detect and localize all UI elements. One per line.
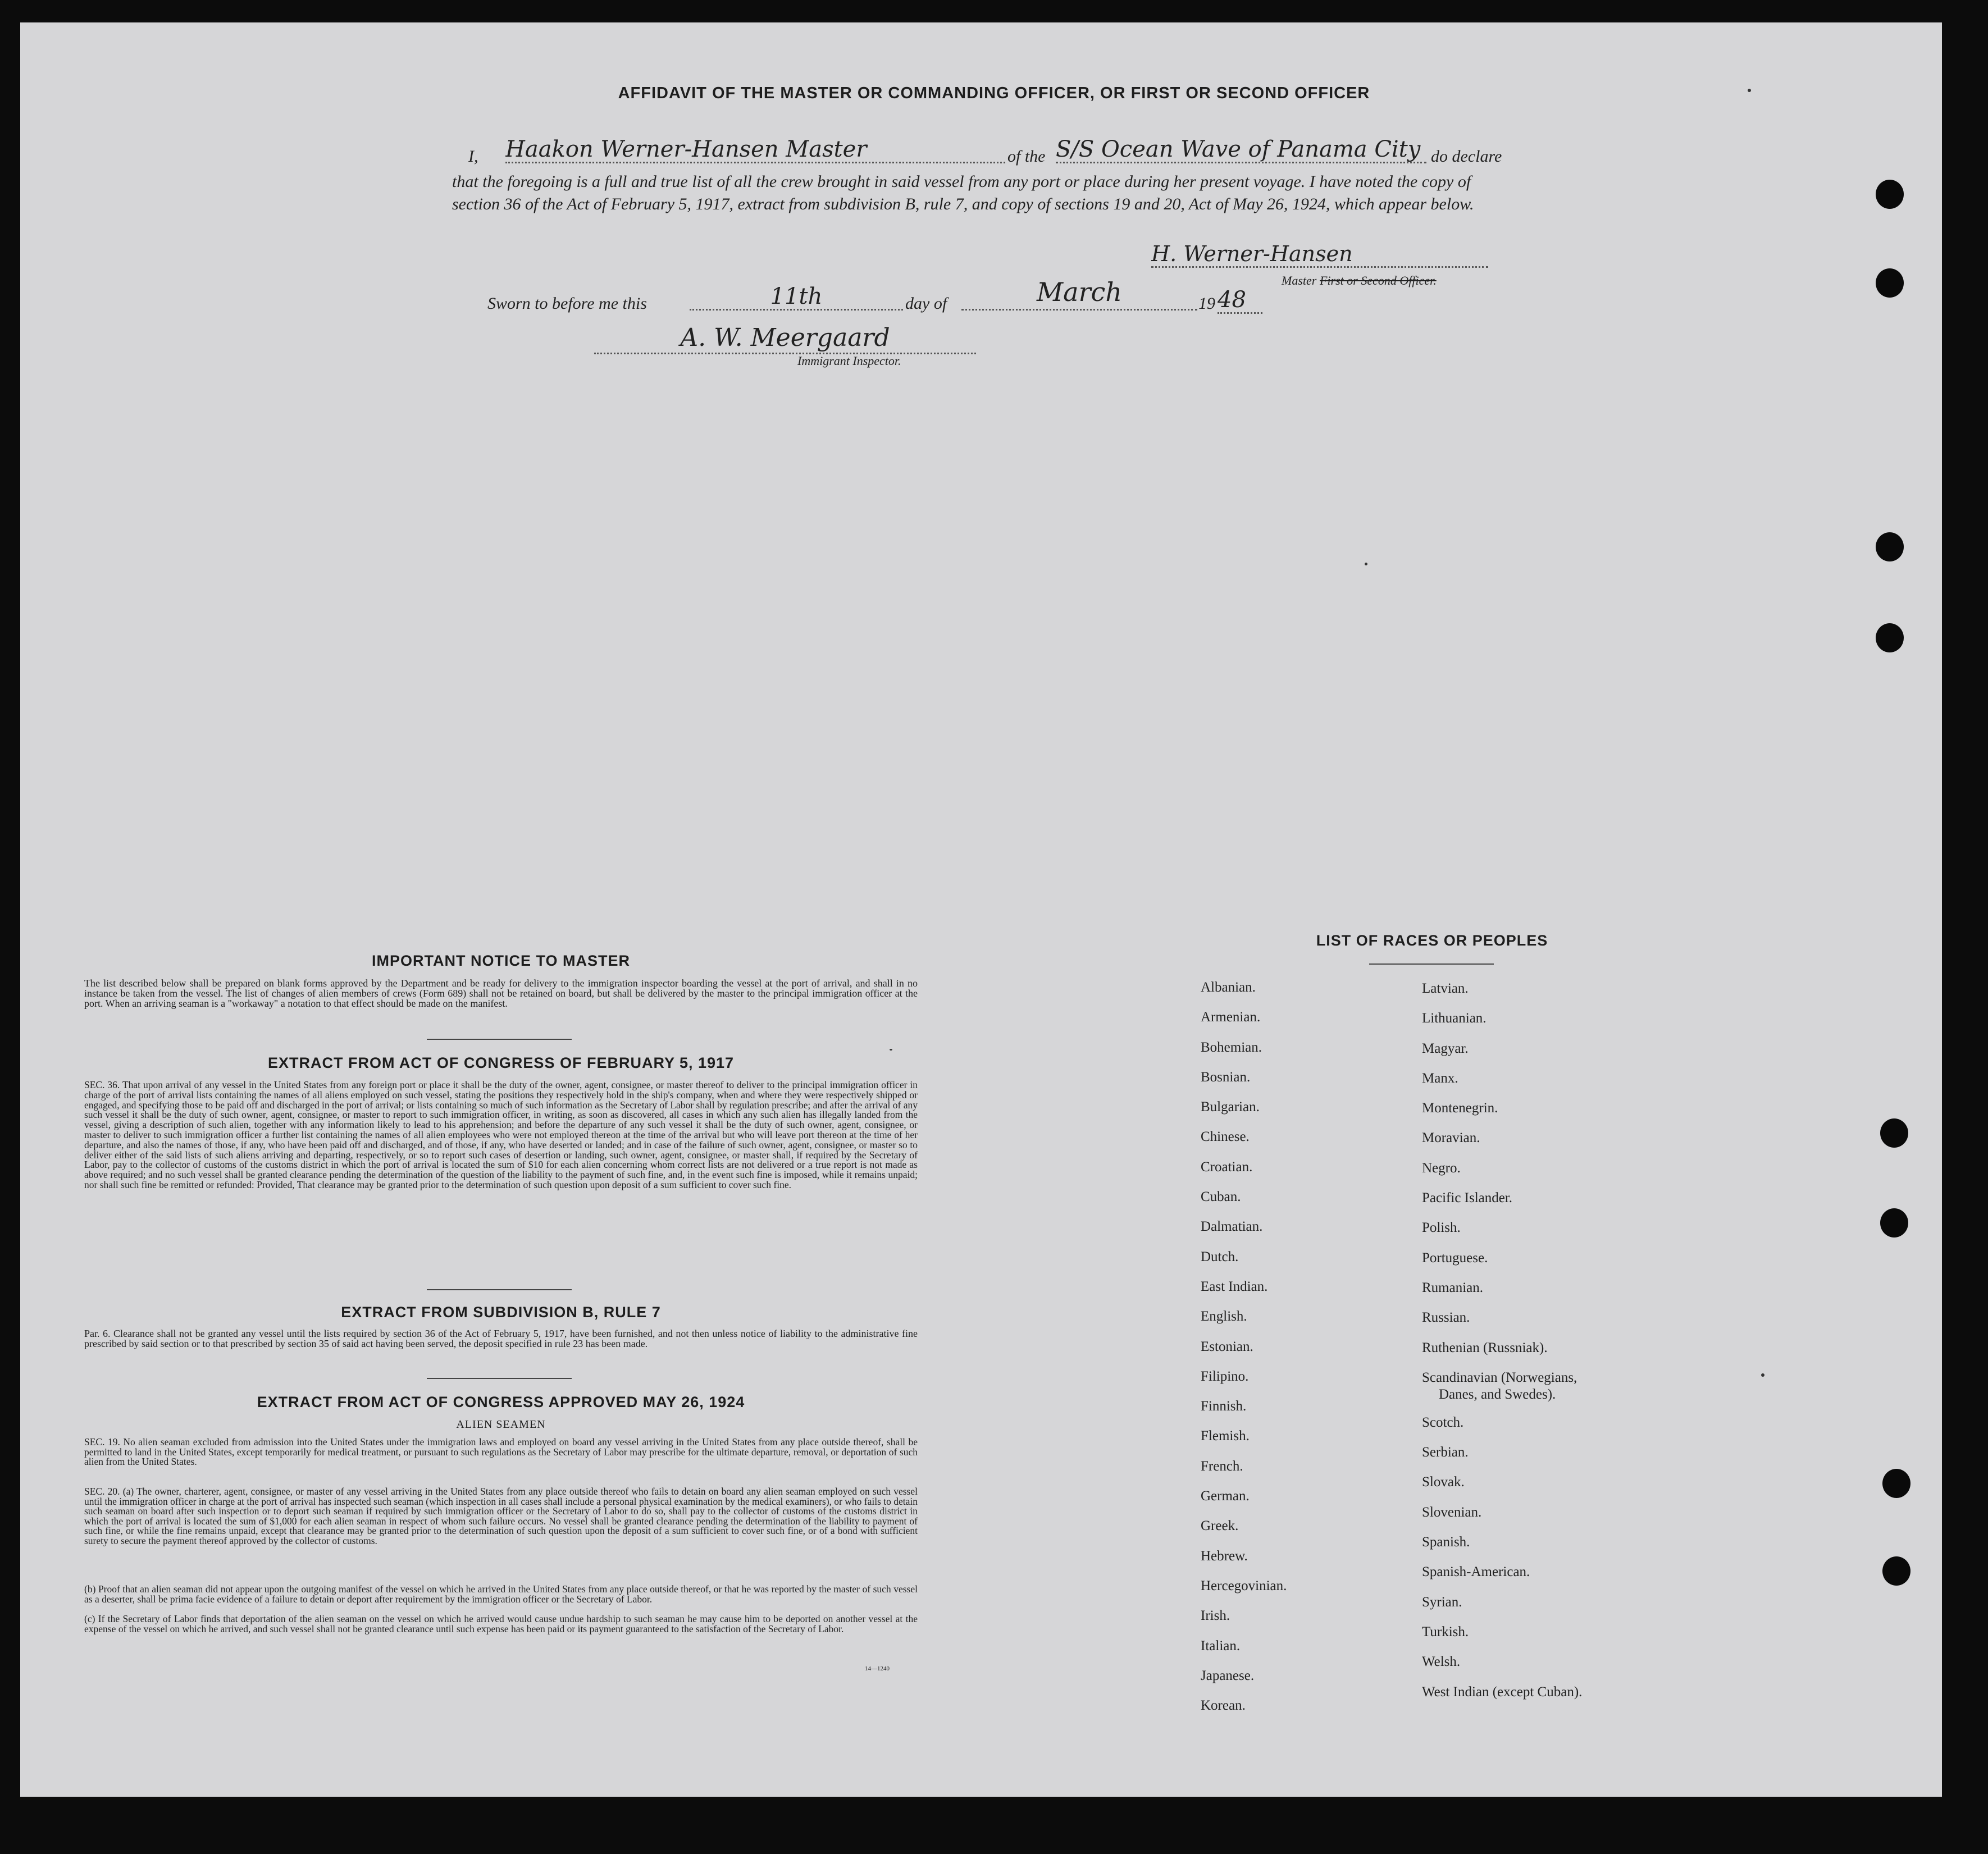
- race-item: Slovak.: [1422, 1474, 1465, 1490]
- sec-20a-text: SEC. 20. (a) The owner, charterer, agent, consignee, or master of any vessel arriving in the United States from any place outside thereof who fails to detain on board any alien seaman employed on such vessel until the immigration officer in charge at the port of arrival has inspected such seaman (which inspection in all cases shall include a personal physical examination by the medical examiners), or who fails to detain such seaman on board after such inspection or to deport such seaman if required by such immigration officer or the Secretary of Labor to do so, shall pay to the collector of customs of the customs district in which the port of arrival is located the sum of $1,000 for each alien seaman in respect of whom such failure occurs. No vessel shall be granted clearance pending the determination of the liability to payment of such fine, or while the fine remains unpaid, except that clearance may be granted prior to the determination of such question upon the deposit of a sum sufficient to cover such fine, or of a bond with sufficient surety to secure the payment thereof approved by the collector of customs.: [84, 1486, 918, 1546]
- races-right-column: [1422, 974, 1582, 1707]
- punch-hole: [1880, 1118, 1908, 1148]
- divider: [427, 1378, 572, 1379]
- year-prefix: 19: [1198, 294, 1215, 313]
- speck: [890, 1049, 892, 1051]
- race-item: Syrian.: [1422, 1594, 1462, 1610]
- race-item: East Indian.: [1201, 1278, 1268, 1294]
- punch-hole: [1876, 180, 1904, 209]
- race-item: Croatian.: [1201, 1159, 1253, 1175]
- master-signature: H. Werner-Hansen: [1151, 241, 1488, 268]
- race-item: Spanish-American.: [1422, 1564, 1530, 1580]
- race-item: Bohemian.: [1201, 1039, 1262, 1055]
- race-item: Rumanian.: [1422, 1280, 1484, 1295]
- race-item: French.: [1201, 1458, 1243, 1474]
- punch-hole: [1882, 1469, 1911, 1498]
- extract-rule7-title: EXTRACT FROM SUBDIVISION B, RULE 7: [341, 1304, 661, 1321]
- punch-hole: [1876, 268, 1904, 298]
- race-item: Magyar.: [1422, 1040, 1469, 1056]
- punch-hole: [1876, 532, 1904, 561]
- race-item: Lithuanian.: [1422, 1011, 1487, 1026]
- race-item: Serbian.: [1422, 1445, 1469, 1460]
- extract-1924-subtitle: ALIEN SEAMEN: [456, 1418, 546, 1431]
- race-item: Bulgarian.: [1201, 1099, 1260, 1115]
- punch-hole: [1880, 1208, 1908, 1237]
- race-item: Slovenian.: [1422, 1504, 1482, 1520]
- signer-title-master: Master: [1282, 273, 1317, 287]
- punch-hole: [1882, 1556, 1911, 1586]
- race-item: Albanian.: [1201, 980, 1256, 995]
- speck: [1365, 563, 1367, 565]
- sworn-label: Sworn to before me this: [487, 294, 647, 313]
- race-item: Negro.: [1422, 1160, 1461, 1176]
- race-item: Cuban.: [1201, 1189, 1241, 1205]
- do-declare-label: do declare: [1431, 147, 1502, 166]
- race-item: Japanese.: [1201, 1668, 1255, 1683]
- divider: [427, 1039, 572, 1040]
- race-item: West Indian (except Cuban).: [1422, 1684, 1583, 1700]
- extract-1917-title: EXTRACT FROM ACT OF CONGRESS OF FEBRUARY 5, 1917: [267, 1054, 735, 1071]
- race-item: Montenegrin.: [1422, 1100, 1498, 1116]
- of-the-label: of the: [1007, 147, 1046, 166]
- race-item: Filipino.: [1201, 1368, 1249, 1384]
- race-item: Moravian.: [1422, 1130, 1480, 1146]
- year-suffix-field: 48: [1218, 287, 1262, 314]
- race-item: Russian.: [1422, 1310, 1470, 1326]
- form-number: 14—1240: [865, 1665, 890, 1672]
- affidavit-body: that the foregoing is a full and true list of all the crew brought in said vessel from any port or place during her present voyage. I have noted the copy of section 36 of the Act of February 5, 1917, extract from subdivision B, rule 7, and copy of sections 19 and 20, Act of May 26, 1924, which appear below.: [452, 172, 1474, 213]
- punch-hole: [1876, 623, 1904, 652]
- race-item: Estonian.: [1201, 1339, 1253, 1354]
- sec-19-text: SEC. 19. No alien seaman excluded from admission into the United States under the immigration laws and employed on board any vessel arriving in the United States from any place outside thereof, shall be permitted to land in the United States, except temporarily for medical treatment, or pursuant to such regulations as the Secretary of Labor may prescribe for the ultimate departure, removal, or deportation of such alien from the United States.: [84, 1436, 918, 1467]
- race-item: German.: [1201, 1488, 1250, 1504]
- race-item-line: Danes, and Swedes).: [1439, 1386, 1556, 1402]
- speck: [1761, 1373, 1764, 1377]
- race-item: Chinese.: [1201, 1129, 1250, 1145]
- extract-1917-text: SEC. 36. That upon arrival of any vessel in the United States from any foreign port or place it shall be the duty of the owner, agent, consignee, or master thereof to deliver to the principal immigration officer in charge of the port of arrival lists containing the names of all aliens employed on such vessel, stating the positions they respectively hold in the ship's company, when and where they were respectively shipped or engaged, and specifying those to be paid off and discharged in the port of arrival; or lists containing so much of such information as the Secretary of Labor shall by regulation prescribe; and after the arrival of any such vessel it shall be the duty of such owner, agent, consignee, or master to report to such immigration officer, in writing, as soon as discovered, all cases in which any such alien has illegally landed from the vessel, giving a description of such alien, together with any information likely to lead to his apprehension; and before the departure of any such vessel it shall be the duty of such owner, agent, consignee, or master to deliver to such immigration officer a further list containing the names of all alien employees who were not employed thereon at the time of the arrival but who will leave port thereon at the time of her departure, and also the names of those, if any, who have been paid off and discharged, and of those, if any, who have deserted or landed; and in case of the failure of such owner, agent, consignee, or master so to deliver either of the said lists of such aliens arriving and departing, respectively, or so to report such cases of desertion or landing, such owner, agent, consignee, or master shall, if required by the Secretary of Labor, pay to the collector of customs of the customs district in which the port of arrival is located the sum of $10 for each alien concerning whom correct lists are not delivered or a true report is not made as above required; and no such vessel shall be granted clearance pending the determination of the question of the liability to the payment of such fine, and, in the event such fine is imposed, while it remains unpaid; nor shall such fine be remitted or refunded: Provided, That clearance may be granted prior to the determination of such question upon deposit of a sum sufficient to cover such fine.: [84, 1079, 918, 1190]
- race-item: Polish.: [1422, 1220, 1461, 1236]
- affidavit-title: AFFIDAVIT OF THE MASTER OR COMMANDING OFFICER, OR FIRST OR SECOND OFFICER: [618, 84, 1370, 102]
- race-item: Manx.: [1422, 1070, 1458, 1086]
- signer-title-struck: First or Second Officer.: [1320, 273, 1437, 287]
- race-item: Korean.: [1201, 1698, 1246, 1714]
- race-item: Greek.: [1201, 1518, 1239, 1534]
- race-item: Pacific Islander.: [1422, 1190, 1513, 1206]
- inspector-signature: A. W. Meergaard: [594, 323, 976, 354]
- notice-text: The list described below shall be prepared on blank forms approved by the Department and be ready for delivery to the immigration inspector boarding the vessel at the port of arrival, and shall in no instance be taken from the vessel. The list of changes of alien members of crews (Form 689) shall not be retained on board, but shall be delivered by the master to the principal immigration officer at the port. When an arriving seaman is a "workaway" a notation to that effect should be made on the manifest.: [84, 978, 918, 1009]
- inspector-label: Immigrant Inspector.: [797, 354, 901, 368]
- master-name-field: Haakon Werner-Hansen Master: [505, 137, 1005, 163]
- races-title: LIST OF RACES OR PEOPLES: [1316, 932, 1548, 949]
- sec-20b-text: (b) Proof that an alien seaman did not appear upon the outgoing manifest of the vessel on which he arrived in the United States from any place outside thereof, or that he was reported by the master of such vessel as a deserter, shall be prima facie evidence of a failure to detain or deport after requirement by the immigration officer or the Secretary of Labor.: [84, 1583, 918, 1605]
- sworn-day-field: 11th: [690, 284, 903, 310]
- race-item: Turkish.: [1422, 1624, 1469, 1640]
- race-item: Italian.: [1201, 1638, 1241, 1654]
- notice-title: IMPORTANT NOTICE TO MASTER: [372, 952, 630, 969]
- race-item: Irish.: [1201, 1608, 1230, 1624]
- race-item: Hebrew.: [1201, 1548, 1248, 1564]
- race-item-scandinavian: [1422, 1363, 1582, 1408]
- declaration-start: I,: [468, 147, 478, 166]
- race-item: Hercegovinian.: [1201, 1578, 1287, 1593]
- race-item: Spanish.: [1422, 1535, 1470, 1550]
- day-of-label: day of: [905, 294, 947, 313]
- race-item: Armenian.: [1201, 1010, 1261, 1025]
- races-left-column: [1201, 972, 1287, 1720]
- sec-20c-text: (c) If the Secretary of Labor finds that deportation of the alien seaman on the vessel on which he arrived would cause undue hardship to such seaman he may cause him to be deported on another vessel at the expense of the vessel on which he arrived, and such vessel shall not be granted clearance until such expense has been paid or its payment guaranteed to the satisfaction of the Secretary of Labor.: [84, 1613, 918, 1634]
- race-item: Bosnian.: [1201, 1069, 1251, 1085]
- race-item: Welsh.: [1422, 1654, 1461, 1670]
- extract-rule7-text: Par. 6. Clearance shall not be granted any vessel until the lists required by section 36 of the Act of February 5, 1917, have been furnished, and not then unless notice of liability to the administrative fine prescribed by said section or to that prescribed by section 35 of said act having been served, the deposit specified in rule 23 has been made.: [84, 1328, 918, 1349]
- race-item: Finnish.: [1201, 1399, 1247, 1414]
- sworn-month-field: March: [961, 275, 1197, 310]
- race-item: Ruthenian (Russniak).: [1422, 1340, 1548, 1355]
- race-item: Portuguese.: [1422, 1250, 1488, 1266]
- race-item: Scotch.: [1422, 1414, 1464, 1430]
- divider: [1369, 963, 1494, 965]
- race-item: English.: [1201, 1309, 1247, 1325]
- vessel-name-field: S/S Ocean Wave of Panama City: [1056, 137, 1426, 163]
- extract-1924-title: EXTRACT FROM ACT OF CONGRESS APPROVED MAY 26, 1924: [257, 1394, 745, 1410]
- divider: [427, 1289, 572, 1290]
- race-item: Dalmatian.: [1201, 1219, 1263, 1235]
- race-item: Flemish.: [1201, 1428, 1250, 1444]
- race-item-line: Scandinavian (Norwegians,: [1422, 1369, 1577, 1385]
- race-item: Dutch.: [1201, 1249, 1239, 1264]
- race-item: Latvian.: [1422, 981, 1469, 996]
